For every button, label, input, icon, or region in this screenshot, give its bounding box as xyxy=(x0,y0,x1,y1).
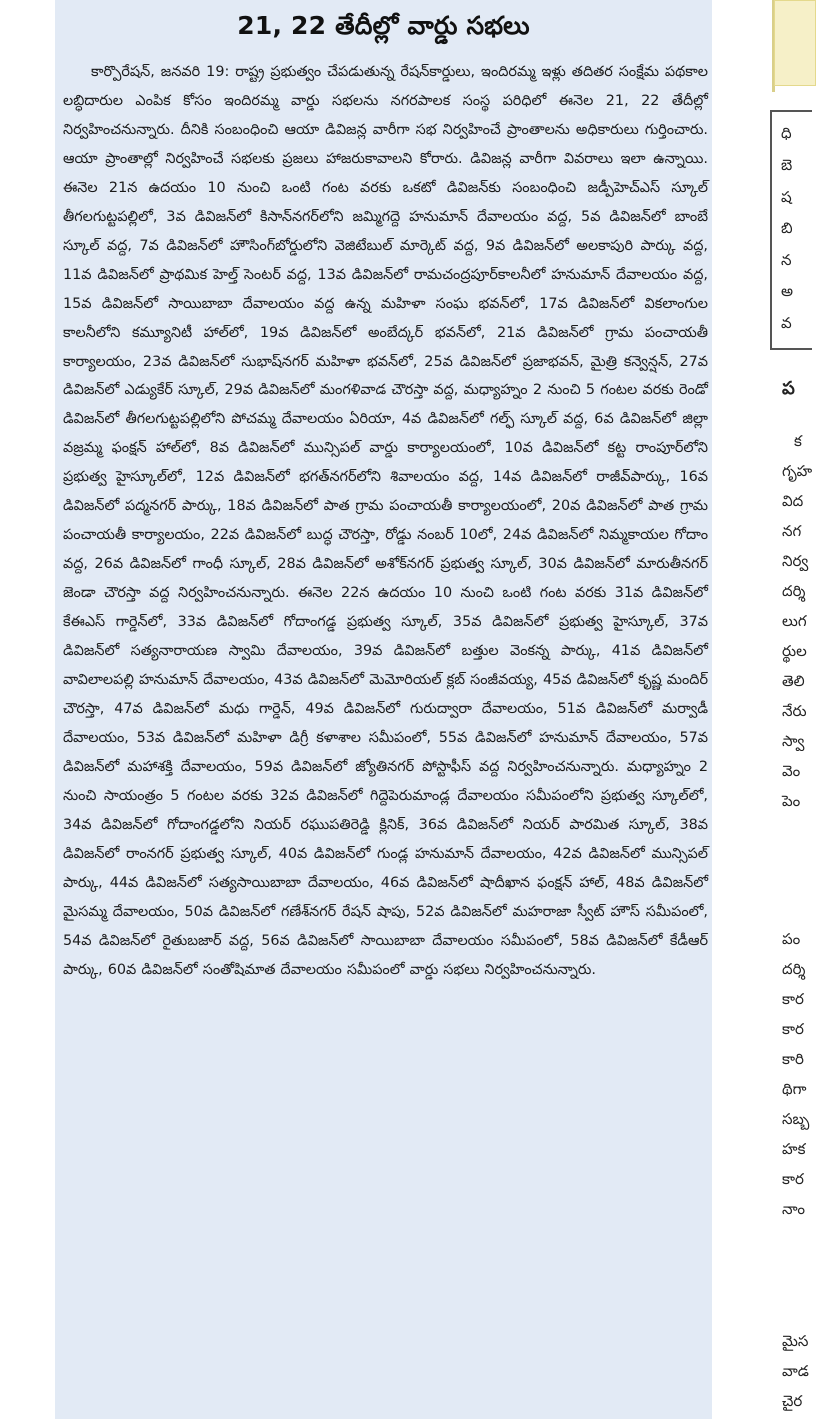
column-line: వాడ xyxy=(782,1362,809,1380)
column-line: కార xyxy=(782,990,804,1008)
column-line: దర్శి xyxy=(782,582,806,600)
box-line: బె xyxy=(781,156,793,174)
article-body: కార్పొరేషన్, జనవరి 19: రాష్ట్ర ప్రభుత్వం చేపడుతున్న రేషన్‌కార్డులు, ఇందిరమ్మ ఇళ్లు తదితర సంక్షేమ పథకాల లబ్ధిదారుల ఎంపిక కోసం ఇందిరమ్మ వార్డు సభలను నగరపాలక సంస్థ పరిధిలో ఈనెల 21, 22 తేదీల్లో నిర్వహించనున్నారు. దీనికి సంబంధించి ఆయా డివిజన్ల వారీగా సభ నిర్వహించే ప్రాంతాలను అధికారులు గుర్తించారు. ఆయా ప్రాంతాల్లో నిర్వహించే సభలకు ప్రజలు హాజరుకావాలని కోరారు. డివిజన్ల వారీగా వివరాలు ఇలా ఉన్నాయి. ఈనెల 21న ఉదయం 10 నుంచి ఒంటి గంట వరకు ఒకటో డివిజన్‌కు సంబంధించి జడ్పీహెచ్‌ఎస్ స్కూల్ తీగలగుట్టపల్లిలో, 3వ డివిజన్‌లో కిసాన్‌నగర్‌లోని జమ్మిగద్దె హనుమాన్ దేవాలయం వద్ద, 5వ డివిజన్‌లో బాంబే స్కూల్ వద్ద, 7వ డివిజన్‌లో హౌసింగ్‌బోర్డులోని వెజిటేబుల్ మార్కెట్ వద్ద, 9వ డివిజన్‌లో అలకాపురి పార్కు వద్ద, 11వ డివిజన్‌లో ప్రాథమిక హెల్త్ సెంటర్ వద్ద, 13వ డివిజన్‌లో రామచంద్రపూర్‌కాలనీలో హనుమాన్ దేవాలయం వద్ద, 15వ డివిజన్‌లో సాయిబాబా దేవాలయం వద్ద ఉన్న మహిళా సంఘ భవన్‌లో, 17వ డివిజన్‌లో వికలాంగుల కాలనీలోని కమ్యూనిటీ హాల్‌లో, 19వ డివిజన్‌లో అంబేద్కర్ భవన్‌లో, 21వ డివిజన్‌లో గ్రామ పంచాయతీ కార్యాలయం, 23వ డివిజన్‌లో సుభాష్‌నగర్ మహిళా భవన్‌లో, 25వ డివిజన్‌లో ప్రజాభవన్, మైత్రి కన్వెన్షన్, 27వ డివిజన్‌లో ఎడ్యుకేర్ స్కూల్, 29వ డివిజన్‌లో మంగళివాడ చౌరస్తా వద్ద, మధ్యాహ్నం 2 నుంచి 5 గంటల వరకు రెండో డివిజన్‌లో తీగలగుట్టపల్లిలోని పోచమ్మ దేవాలయం ఏరియా, 4వ డివిజన్‌లో గల్ఫ్ స్కూల్ వద్ద, 6వ డివిజన్‌లో జిల్లా వజ్రమ్మ ఫంక్షన్ హాల్‌లో, 8వ డివిజన్‌లో మున్సిపల్ వార్డు కార్యాలయంలో, 10వ డివిజన్‌లో కట్ట రాంపూర్‌లోని ప్రభుత్వ హైస్కూల్‌లో, 12వ డివిజన్‌లో భగత్‌నగర్‌లోని శివాలయం వద్ద, 14వ డివిజన్‌లో రాజీవ్‌పార్కు, 16వ డివిజన్‌లో పద్మనగర్ పార్కు, 18వ డివిజన్‌లో పాత గ్రామ పంచాయతీ కార్యాలయంలో, 20వ డివిజన్‌లో పాత గ్రామ పంచాయతీ కార్యాలయం, 22వ డివిజన్‌లో బుద్ధ చౌరస్తా, రోడ్డు నంబర్ 10లో, 24వ డివిజన్‌లో నిమ్మకాయల గోదాం వద్ద, 26వ డివిజన్‌లో గాంధీ స్కూల్, 28వ డివిజన్‌లో అశోక్‌నగర్ ప్రభుత్వ స్కూల్, 30వ డివిజన్‌లో మారుతీనగర్ జెండా చౌరస్తా వద్ద నిర్వహించనున్నారు. ఈనెల 22న ఉదయం 10 నుంచి ఒంటి గంట వరకు 31వ డివిజన్‌లో కేఈఎస్ గార్డెన్‌లో, 33వ డివిజన్‌లో గోదాంగడ్డ ప్రభుత్వ స్కూల్, 35వ డివిజన్‌లో ప్రభుత్వ హైస్కూల్, 37వ డివిజన్‌లో సత్యనారాయణ స్వామి దేవాలయం, 39వ డివిజన్‌లో బత్తుల వెంకన్న పార్కు, 41వ డివిజన్‌లో వావిలాలపల్లి హనుమాన్ దేవాలయం, 43వ డివిజన్‌లో మెమోరియల్ క్లబ్ సంజీవయ్య, 45వ డివిజన్‌లో కృష్ణ మందిర్ చౌరస్తా, 47వ డివిజన్‌లో మధు గార్డెన్, 49వ డివిజన్‌లో గురుద్వారా దేవాలయం, 51వ డివిజన్‌లో మర్వాడీ దేవాలయం, 53వ డివిజన్‌లో మహిళా డిగ్రీ కళాశాల సమీపంలో, 55వ డివిజన్‌లో హనుమాన్ దేవాలయం, 57వ డివిజన్‌లో మహాశక్తి దేవాలయం, 59వ డివిజన్‌లో జ్యోతినగర్ పోస్టాఫీస్ వద్ద నిర్వహించనున్నారు. మధ్యాహ్నం 2 నుంచి సాయంత్రం 5 గంటల వరకు 32వ డివిజన్‌లో గిద్దెపెరుమాండ్ల దేవాలయం సమీపంలోని ప్రభుత్వ స్కూల్‌లో, 34వ డివిజన్‌లో గోదాంగడ్డలోని నియర్ రఘుపతిరెడ్డి క్లినిక్, 36వ డివిజన్‌లో నియర్ పారమిత స్కూల్, 38వ డివిజన్‌లో రాంనగర్ ప్రభుత్వ స్కూల్, 40వ డివిజన్‌లో గుండ్ల హనుమాన్ దేవాలయం, 42వ డివిజన్‌లో మున్సిపల్ పార్కు, 44వ డివిజన్‌లో సత్యసాయిబాబా దేవాలయం, 46వ డివిజన్‌లో షాదీఖాన ఫంక్షన్ హాల్, 48వ డివిజన్‌లో మైసమ్మ దేవాలయం, 50వ డివిజన్‌లో గణేశ్‌నగర్ రేషన్ షాపు, 52వ డివిజన్‌లో మహరాజా స్వీట్ హౌస్ సమీపంలో, 54వ డివిజన్‌లో రైతుబజార్ వద్ద, 56వ డివిజన్‌లో సాయిబాబా దేవాలయం సమీపంలో, 58వ డివిజన్‌లో కేడీఆర్ పార్కు, 60వ డివిజన్‌లో సంతోషిమాత దేవాలయం సమీపంలో వార్డు సభలు నిర్వహించనున్నారు. xyxy=(63,64,708,978)
column-line: క xyxy=(794,432,802,450)
news-article xyxy=(55,0,712,1419)
box-line: అ xyxy=(781,282,794,300)
column-line: గృహ xyxy=(782,462,813,480)
column-line: కార xyxy=(782,1020,804,1038)
column-line: లుగ xyxy=(782,612,807,630)
column-line: నగ xyxy=(782,522,802,540)
column-line: పం xyxy=(782,930,801,948)
column-line: కార xyxy=(782,1170,804,1188)
ad-box xyxy=(774,0,816,86)
column-line: నేరు xyxy=(782,702,807,720)
column-line: నాం xyxy=(782,1200,806,1218)
adjacent-column-cropped xyxy=(712,0,813,1419)
column-line: నిర్వ xyxy=(782,552,809,570)
column-line: మైస xyxy=(782,1332,809,1350)
column-line: తెలి xyxy=(782,672,805,690)
box-line: ష xyxy=(781,188,792,206)
box-line: ధి xyxy=(781,124,792,142)
column-line: కారి xyxy=(782,1050,804,1068)
column-line: దర్శి xyxy=(782,960,806,978)
column-line: పెం xyxy=(782,792,801,810)
box-line: బి xyxy=(781,219,793,237)
boxed-snippet xyxy=(770,110,812,350)
column-line: విద xyxy=(782,492,804,510)
column-line: థిగా xyxy=(782,1080,807,1098)
section-heading-fragment: ప xyxy=(782,378,795,399)
column-line: ర్థుల xyxy=(782,642,807,660)
box-line: వ xyxy=(781,314,792,332)
left-margin xyxy=(0,0,55,1419)
column-line: హక xyxy=(782,1140,806,1158)
column-line: సబ్బ xyxy=(782,1110,810,1128)
column-line: స్వా xyxy=(782,732,805,750)
column-line: చైర xyxy=(782,1392,803,1410)
box-line: న xyxy=(781,251,792,269)
column-line: వెం xyxy=(782,762,801,780)
article-headline: 21, 22 తేదీల్లో వార్డు సభలు xyxy=(237,11,530,40)
